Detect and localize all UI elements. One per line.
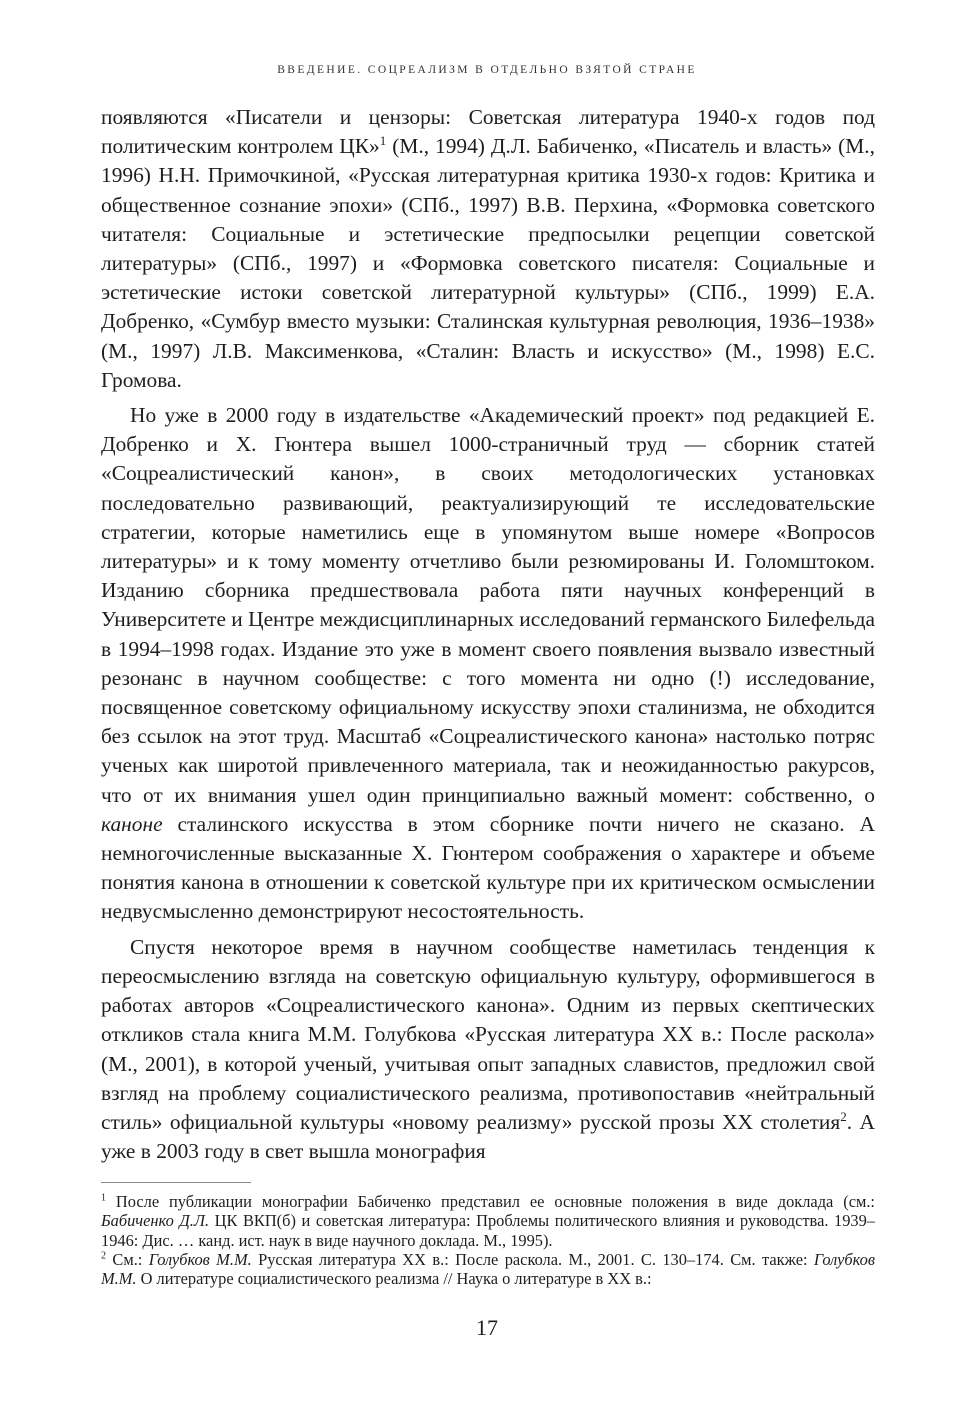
footnote-2-author-1: Голубков М.М.	[148, 1249, 252, 1269]
footnote-2-text-b: Русская литература XX в.: После раскола. М., 2001. С. 130–174. См. также:	[251, 1249, 814, 1269]
paragraph-1-text-a: появляются «Писатели и цензоры: Советская литература 1940-х годов под политическим контролем ЦК»	[101, 105, 875, 159]
running-head: ВВЕДЕНИЕ. СОЦРЕАЛИЗМ В ОТДЕЛЬНО ВЗЯТОЙ СТРАНЕ	[277, 64, 697, 76]
paragraph-2-text-a: Но уже в 2000 году в издательстве «Академический проект» под редакцией Е. Добренко и Х. Гюнтера вышел 1000-страничный труд — сборник статей «Соцреалистический канон», в своих методологических установках последовательно развивающий, реактуализирующий те исследовательские стратегии, которые наметились еще в упомянутом выше номере «Вопросов литературы» и к тому моменту отчетливо были резюмированы И. Голомштоком. Изданию сборника предшествовала работа пяти научных конференций в Университете и Центре междисциплинарных исследований германского Билефельда в 1994–1998 годах. Издание это уже в момент своего появления вызвало известный резонанс в научном сообществе: с того момента ни одно (!) исследование, посвященное советскому официальному искусству эпохи сталинизма, не обходится без ссылок на этот труд. Масштаб «Соцреалистического канона» настолько потряс ученых как широтой привлеченного материала, так и неожиданностью ракурсов, что от их внимания ушел один принципиально важный момент: собственно, о	[101, 403, 875, 807]
footnote-1	[101, 1192, 875, 1250]
footnote-ref-1[interactable]: 1	[379, 133, 387, 149]
footnote-2	[101, 1250, 875, 1289]
footnote-2-text-c: О литературе социалистического реализма // Наука о литературе в XX в.:	[136, 1269, 652, 1289]
paragraph-2-text-b: сталинского искусства в этом сборнике почти ничего не сказано. А немногочисленные высказанные Х. Гюнтером соображения о характере и объеме понятия канона в отношении к советской культуре при их критическом осмыслении недвусмысленно демонстрируют несостоятельность.	[101, 811, 875, 924]
paragraph-3-text-b: . А уже в 2003 году в свет вышла монография	[101, 1109, 875, 1164]
footnote-1-number: 1	[101, 1192, 106, 1204]
paragraph-2	[101, 401, 875, 927]
footnote-divider	[101, 1182, 251, 1183]
main-text	[101, 103, 875, 1166]
paragraph-2-emphasis: каноне	[101, 811, 163, 836]
footnote-1-text-b: ЦК ВКП(б) и советская литература: Проблемы политического влияния и руководства. 1939–1946: Дис. … канд. ист. наук в виде научного доклада. М., 1995).	[101, 1211, 875, 1250]
footnote-2-text-a: См.:	[106, 1249, 149, 1269]
footnote-1-text-a: После публикации монографии Бабиченко представил ее основные положения в виде доклада (см.:	[106, 1192, 875, 1211]
page-number: 17	[476, 1315, 498, 1340]
footnote-ref-2[interactable]: 2	[840, 1108, 847, 1124]
footnote-2-number: 2	[101, 1250, 106, 1262]
paragraph-3-text-a: Спустя некоторое время в научном сообществе наметилась тенденция к переосмыслению взгляда на советскую официальную культуру, оформившегося в работах авторов «Соцреалистического канона». Одним из первых скептических откликов стала книга М.М. Голубкова «Русская литература XX в.: После раскола» (М., 2001), в которой ученый, учитывая опыт западных славистов, предложил свой взгляд на проблему социалистического реализма, противопоставив «нейтральный стиль» официальной культуры «новому реализму» русской прозы XX столетия	[101, 934, 875, 1134]
footnotes	[101, 1192, 875, 1288]
footnote-1-author: Бабиченко Д.Л.	[101, 1211, 210, 1231]
footnote-2-author-2: Голубков М.М.	[101, 1249, 875, 1289]
paragraph-1-text-b: (М., 1994) Д.Л. Бабиченко, «Писатель и власть» (М., 1996) Н.Н. Примочкиной, «Русская литературная критика 1930-х годов: Критика и общественное сознание эпохи» (СПб., 1997) В.В. Перхина, «Формовка советского читателя: Социальные и эстетические предпосылки рецепции советской литературы» (СПб., 1997) и «Формовка советского писателя: Социальные и эстетические истоки советской литературной культуры» (СПб., 1999) Е.А. Добренко, «Сумбур вместо музыки: Сталинская культурная революция, 1936–1938» (М., 1997) Л.В. Максименкова, «Сталин: Власть и искусство» (М., 1998) Е.С. Громова.	[101, 134, 875, 392]
paragraph-3	[101, 933, 875, 1167]
paragraph-1	[101, 103, 875, 395]
